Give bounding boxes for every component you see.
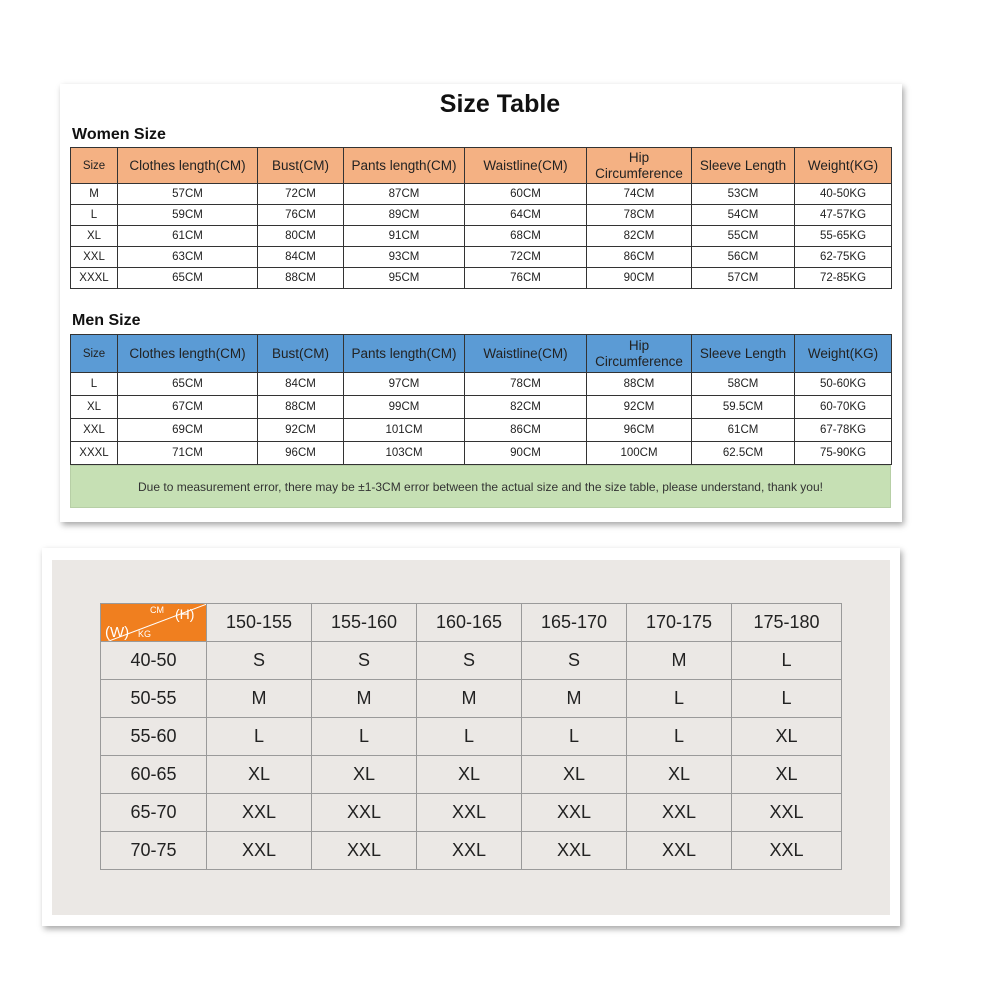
women-header-cell: Size <box>71 148 118 184</box>
table-cell: 67CM <box>118 396 258 419</box>
table-cell: 62-75KG <box>795 247 892 268</box>
table-cell: 76CM <box>465 268 587 289</box>
size-cell: S <box>207 642 312 680</box>
size-cell: XXL <box>417 794 522 832</box>
table-cell: 60-70KG <box>795 396 892 419</box>
table-cell: 93CM <box>344 247 465 268</box>
table-cell: 86CM <box>465 419 587 442</box>
table-cell: 72CM <box>258 184 344 205</box>
height-header-row <box>101 604 842 642</box>
corner-cell <box>101 604 207 642</box>
table-cell: 88CM <box>258 396 344 419</box>
size-cell: XXL <box>207 832 312 870</box>
table-cell: XXL <box>71 247 118 268</box>
size-cell: L <box>627 718 732 756</box>
table-cell: XXXL <box>71 268 118 289</box>
table-cell: 56CM <box>692 247 795 268</box>
size-cell: M <box>522 680 627 718</box>
table-cell: 75-90KG <box>795 442 892 465</box>
table-row <box>71 419 892 442</box>
size-cell: XXL <box>732 794 842 832</box>
table-row <box>71 184 892 205</box>
men-header-cell: Size <box>71 335 118 373</box>
table-cell: 65CM <box>118 373 258 396</box>
weight-cell: 60-65 <box>101 756 207 794</box>
size-cell: M <box>417 680 522 718</box>
height-weight-table <box>100 603 842 870</box>
table-cell: 64CM <box>465 205 587 226</box>
height-unit: CM <box>150 605 164 615</box>
table-row <box>71 268 892 289</box>
table-cell: 97CM <box>344 373 465 396</box>
table-cell: 55CM <box>692 226 795 247</box>
table-row <box>71 396 892 419</box>
table-cell: 65CM <box>118 268 258 289</box>
table-cell: M <box>71 184 118 205</box>
size-cell: L <box>732 680 842 718</box>
size-cell: M <box>627 642 732 680</box>
size-cell: XL <box>732 718 842 756</box>
height-header-cell: 175-180 <box>732 604 842 642</box>
table-cell: 90CM <box>587 268 692 289</box>
table-cell: 53CM <box>692 184 795 205</box>
table-cell: 68CM <box>465 226 587 247</box>
page-title: Size Table <box>439 90 561 118</box>
table-cell: 100CM <box>587 442 692 465</box>
table-cell: 87CM <box>344 184 465 205</box>
women-header-cell: Sleeve Length <box>692 148 795 184</box>
height-header-cell: 170-175 <box>627 604 732 642</box>
table-cell: 61CM <box>692 419 795 442</box>
size-cell: L <box>417 718 522 756</box>
table-cell: 82CM <box>587 226 692 247</box>
height-header-cell: 150-155 <box>207 604 312 642</box>
table-cell: 57CM <box>692 268 795 289</box>
men-header-cell: Weight(KG) <box>795 335 892 373</box>
table-cell: 99CM <box>344 396 465 419</box>
table-cell: 92CM <box>587 396 692 419</box>
men-header-row <box>71 335 892 373</box>
table-row <box>101 794 842 832</box>
men-header-cell: Waistline(CM) <box>465 335 587 373</box>
table-cell: 71CM <box>118 442 258 465</box>
table-cell: 74CM <box>587 184 692 205</box>
size-cell: XXL <box>522 794 627 832</box>
men-header-cell: Clothes length(CM) <box>118 335 258 373</box>
table-row <box>71 373 892 396</box>
table-cell: L <box>71 205 118 226</box>
table-cell: 58CM <box>692 373 795 396</box>
men-size-label: Men Size <box>72 312 141 329</box>
size-cell: L <box>732 642 842 680</box>
table-cell: 60CM <box>465 184 587 205</box>
size-cell: XXL <box>312 832 417 870</box>
table-cell: 63CM <box>118 247 258 268</box>
size-cell: XXL <box>732 832 842 870</box>
table-cell: 88CM <box>587 373 692 396</box>
men-header-cell: Sleeve Length <box>692 335 795 373</box>
women-header-cell: Hip Circumference <box>587 148 692 184</box>
size-cell: XXL <box>312 794 417 832</box>
table-row <box>101 718 842 756</box>
size-cell: S <box>312 642 417 680</box>
table-row <box>101 832 842 870</box>
women-header-cell: Bust(CM) <box>258 148 344 184</box>
table-cell: 61CM <box>118 226 258 247</box>
size-cell: L <box>522 718 627 756</box>
table-cell: L <box>71 373 118 396</box>
size-cell: M <box>207 680 312 718</box>
size-cell: XXL <box>522 832 627 870</box>
women-header-row <box>71 148 892 184</box>
table-cell: 59CM <box>118 205 258 226</box>
size-cell: L <box>312 718 417 756</box>
weight-unit: KG <box>138 629 152 639</box>
table-row <box>71 226 892 247</box>
table-cell: 90CM <box>465 442 587 465</box>
women-size-table <box>70 147 892 289</box>
table-row <box>71 442 892 465</box>
table-row <box>101 642 842 680</box>
weight-cell: 55-60 <box>101 718 207 756</box>
table-cell: 95CM <box>344 268 465 289</box>
size-cell: XL <box>207 756 312 794</box>
table-cell: 76CM <box>258 205 344 226</box>
table-cell: 101CM <box>344 419 465 442</box>
women-header-cell: Weight(KG) <box>795 148 892 184</box>
size-cell: S <box>522 642 627 680</box>
table-cell: 47-57KG <box>795 205 892 226</box>
women-header-cell: Pants length(CM) <box>344 148 465 184</box>
size-cell: M <box>312 680 417 718</box>
men-header-cell: Bust(CM) <box>258 335 344 373</box>
table-cell: 82CM <box>465 396 587 419</box>
height-axis-label: (H) <box>175 606 195 622</box>
table-cell: 86CM <box>587 247 692 268</box>
height-header-cell: 165-170 <box>522 604 627 642</box>
table-cell: 96CM <box>587 419 692 442</box>
size-cell: XL <box>417 756 522 794</box>
weight-cell: 70-75 <box>101 832 207 870</box>
table-cell: 40-50KG <box>795 184 892 205</box>
table-cell: 72-85KG <box>795 268 892 289</box>
height-header-cell: 160-165 <box>417 604 522 642</box>
size-cell: XXL <box>627 794 732 832</box>
table-cell: 72CM <box>465 247 587 268</box>
table-cell: XXL <box>71 419 118 442</box>
table-cell: 80CM <box>258 226 344 247</box>
table-row <box>71 247 892 268</box>
size-cell: XXL <box>417 832 522 870</box>
table-cell: 84CM <box>258 373 344 396</box>
weight-cell: 40-50 <box>101 642 207 680</box>
table-cell: 91CM <box>344 226 465 247</box>
table-cell: 50-60KG <box>795 373 892 396</box>
table-cell: 54CM <box>692 205 795 226</box>
table-row <box>101 756 842 794</box>
table-cell: 67-78KG <box>795 419 892 442</box>
size-cell: L <box>627 680 732 718</box>
men-header-cell: Hip Circumference <box>587 335 692 373</box>
table-cell: XL <box>71 226 118 247</box>
table-cell: 89CM <box>344 205 465 226</box>
table-row <box>101 680 842 718</box>
measurement-note: Due to measurement error, there may be ±1-3CM error between the actual size and the size table, please understand, thank you! <box>70 465 891 508</box>
table-cell: 84CM <box>258 247 344 268</box>
women-header-cell: Clothes length(CM) <box>118 148 258 184</box>
size-cell: XL <box>522 756 627 794</box>
table-cell: 92CM <box>258 419 344 442</box>
table-cell: 62.5CM <box>692 442 795 465</box>
men-header-cell: Pants length(CM) <box>344 335 465 373</box>
women-size-label: Women Size <box>72 126 166 143</box>
table-row <box>71 205 892 226</box>
height-header-cell: 155-160 <box>312 604 417 642</box>
table-cell: 55-65KG <box>795 226 892 247</box>
size-cell: XL <box>627 756 732 794</box>
weight-cell: 65-70 <box>101 794 207 832</box>
table-cell: 78CM <box>465 373 587 396</box>
table-cell: 88CM <box>258 268 344 289</box>
table-cell: 57CM <box>118 184 258 205</box>
table-cell: 59.5CM <box>692 396 795 419</box>
size-cell: S <box>417 642 522 680</box>
men-size-table <box>70 334 892 465</box>
table-cell: XL <box>71 396 118 419</box>
table-cell: 78CM <box>587 205 692 226</box>
weight-axis-label: (W) <box>105 624 130 641</box>
table-cell: 69CM <box>118 419 258 442</box>
size-cell: XL <box>312 756 417 794</box>
size-cell: L <box>207 718 312 756</box>
weight-cell: 50-55 <box>101 680 207 718</box>
table-cell: XXXL <box>71 442 118 465</box>
size-cell: XXL <box>207 794 312 832</box>
size-cell: XXL <box>627 832 732 870</box>
table-cell: 96CM <box>258 442 344 465</box>
women-header-cell: Waistline(CM) <box>465 148 587 184</box>
size-cell: XL <box>732 756 842 794</box>
table-cell: 103CM <box>344 442 465 465</box>
